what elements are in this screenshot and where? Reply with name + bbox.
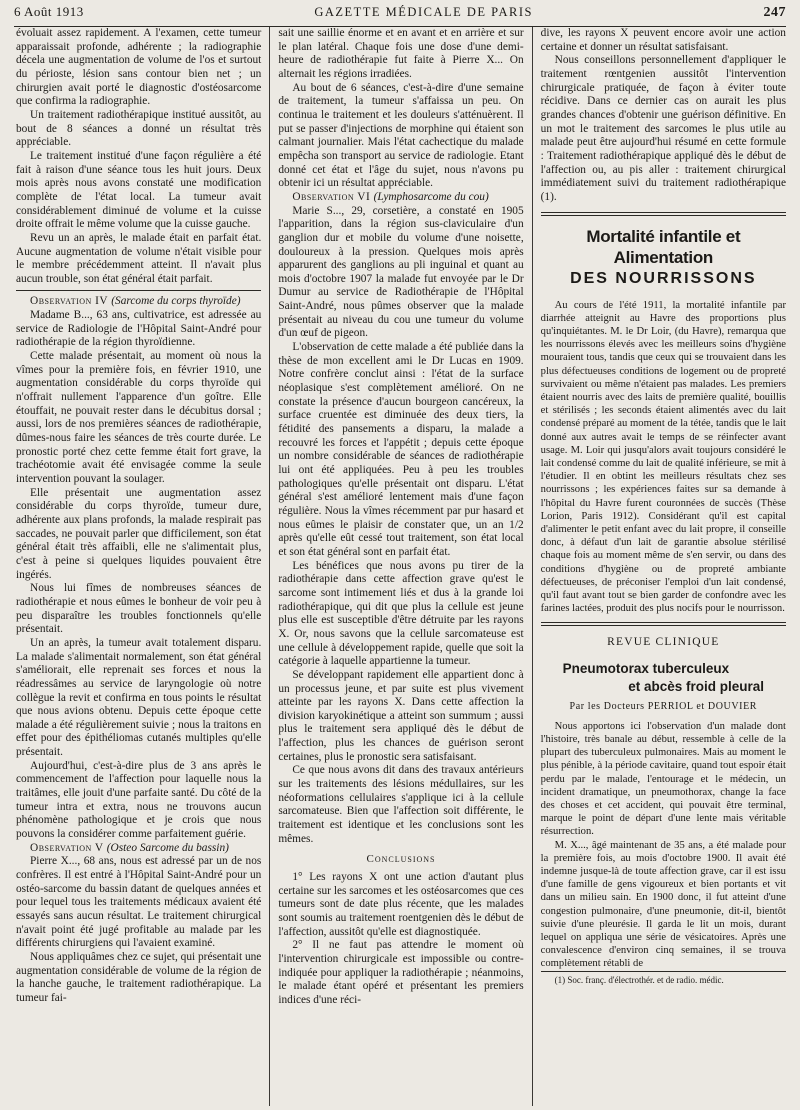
paragraph: Madame B..., 63 ans, cultivatrice, est adressée au service de Radiologie de l'Hôpital Saint-André pour radiothérapie de la région thyroïdienne. (16, 309, 262, 349)
observation-label: Observation VI (292, 190, 371, 203)
column-middle (269, 27, 531, 1106)
paragraph: Au cours de l'été 1911, la mortalité infantile par diarrhée atteignit au Havre des proportions plus qu'inquiétantes. M. le Dr Loir, (du Havre), remarqua que les nourrissons élevés avec les meilleurs soins d'hygiène mouraient tous, tandis que ceux qui se trouvaient dans les plus défectueuses conditions de logement ou de propreté survivaient ou même n'étaient pas malades. Les premiers étaient nourris avec des laits de première qualité, bouillis et stérilisés ; les seconds étaient alimentés avec du lait condensé préparé au moment de la tétée, tandis que le lait donné aux autres avait le temps de se réinfecter avant usage. M. Loir qui jusqu'alors avait toujours considéré le lait condensé comme du lait de qualité inférieure, se mit à l'étudier. Il en obtint les meilleurs résultats chez ses nourrissons ; les expériences faites sur sa demande à l'hôpital du Havre furent couronnées de succès (Thèse Lorion, Paris 1912). Considérant qu'il est capital d'alimenter le petit enfant avec du lait propre, il conseille donc, à défaut d'un lait de garantie absolue stérilisé chaque fois au moment même de s'en servir, ou dans des conditions d'hygiène ou de propreté ambiante défectueuses, de préconiser l'emploi d'un lait condensé, qu'il faut avant tout se bien garder de confondre avec les farines lactées, produit des plus nocifs pour le nourrisson. (540, 299, 786, 615)
paragraph: Pierre X..., 68 ans, nous est adressé par un de nos confrères. Il est entré à l'Hôpital Saint-André pour un ostéo-sarcome du bassin datant de quelques années et pour lequel tous les traitements médicaux avaient été essayés sans aucun résultat. Le traitement chirurgical n'avait point été jugé profitable au malade par les différents chirurgiens qui l'avaient examiné. (16, 855, 262, 950)
paragraph: 1° Les rayons X ont une action d'autant plus certaine sur les sarcomes et les ostéosarcomes que ces tumeurs sont de date plus récente, que les malades sont soumis au traitement roentgenien dès le début de l'affection, aussitôt qu'elle est diagnostiquée. (278, 871, 524, 938)
section-divider (541, 212, 786, 216)
paragraph: Nous conseillons personnellement d'appliquer le traitement rœntgenien aussitôt l'intervention chirurgicale pratiquée, de façon à éviter toute récidive. Dans ce dernier cas on aurait les plus grandes chances d'obtenir une guérison définitive. En un mot le traitement des sarcomes le plus utile au malade peut être aujourd'hui résumé en cette formule : Traitement radiothérapique appliqué dès le début de l'affection ou, au pis aller : traitement chirurgical immédiatement suivi du traitement radiothérapique (1). (540, 54, 786, 203)
article-title-mortalite (541, 226, 786, 289)
column-right (532, 27, 786, 1106)
paragraph: Marie S..., 29, corsetière, a constaté en 1905 l'apparition, dans la région sus-claviculaire d'un ganglion dur et mobile du volume d'une noisette, douloureux à la pression. Quelques mois après apparurent des ganglions au pli inguinal et quant au mois d'octobre 1907 la malade fut envoyée par le Dr Dumur au service de Radiothérapie de l'Hôpital Saint-André, nous pûmes observer que la malade présentait au niveau du cou une tumeur du volume d'un œuf de pigeon. (278, 204, 524, 340)
paragraph: Le traitement institué d'une façon régulière a été fait à raison d'une séance tous les huit jours. Deux mois après nous avons constaté une modification complète de l'état local. La tumeur avait considérablement diminué de volume et la cuisse droite offrait le même volume que la cuisse gauche. (16, 149, 262, 231)
article-title-line-2: et abcès froid pleural (628, 679, 764, 695)
paragraph: Se développant rapidement elle appartient donc à un processus jeune, et par suite est plus vivement atteinte par les rayons X. Dans cette affection la division karyokinétique a atteint son summum ; aussi plus le traitement sera appliqué dès le début de l'affection, plus les chances de guérison seront certaines, plus le pronostic sera satisfaisant. (278, 668, 524, 763)
article-title-pneumotorax (541, 660, 786, 696)
paragraph: Cette malade présentait, au moment où nous la vîmes pour la première fois, en février 1910, une augmentation considérable du corps thyroïde qui n'offrait nullement l'apparence d'un goître. Elle étouffait, ne pouvait rester dans le décubitus dorsal ; aussi, lors de nos premières séances de radiothérapie, dûmes-nous faire les séances de très courte durée. Le pronostic porté chez cette femme était fort grave, la trachéotomie avait été envisagée comme la seule intervention pouvant la soulager. (16, 350, 262, 485)
paragraph: Nous lui fîmes de nombreuses séances de radiothérapie et nous eûmes le bonheur de voir peu à peu disparaître les troubles fonctionnels qu'elle présentait. (16, 582, 262, 636)
paragraph: Nous appliquâmes chez ce sujet, qui présentait une augmentation considérable de volume de la région de la hanche gauche, le traitement radiothérapique. La tumeur fai- (16, 950, 262, 1004)
article-title-line-1: Mortalité infantile et Alimentation (586, 226, 741, 267)
paragraph: M. X..., âgé maintenant de 35 ans, a été malade pour la première fois, au mois d'octobre 1900. Il avait été indemne jusque-là de toute affection grave, car il est issu d'une famille de gens vigoureux et bien portants et vit dans un milieu sain. En 1900 donc, il fut atteint d'une congestion pulmonaire, d'une pneumonie, dit-il, bientôt suivie d'une pleurésie. Il garda le lit un mois, durant lequel on appliqua une série de vésicatoires. Après une convalescence d'environ cinq semaines, il se trouva complètement rétabli de (540, 839, 786, 970)
paragraph: 2° Il ne faut pas attendre le moment où l'intervention chirurgicale est impossible ou contre-indiquée pour appliquer la radiothérapie ; néanmoins, le malade étant opéré et présentant les premiers indices d'une réci- (278, 939, 524, 1006)
journal-title: GAZETTE MÉDICALE DE PARIS (314, 5, 533, 19)
paragraph: Les bénéfices que nous avons pu tirer de la radiothérapie dans cette affection grave qu'est le sarcome sont intimement liés et dus à la grande loi radiothérapique, qui dit que plus la cellule est jeune plus elle est susceptible d'être détruite par les rayons X. Or, nous savons que la cellule sarcomateuse est une cellule à développement rapide, quelle que soit la catégorie à laquelle appartienne la tumeur. (278, 559, 524, 668)
observation-label: Observation V (30, 841, 104, 854)
paragraph: Un traitement radiothérapique institué aussitôt, au bout de 8 séances a donné un résultat très appréciable. (16, 108, 262, 149)
article-title-line-2: DES NOURRISSONS (570, 269, 757, 287)
paragraph: évoluait assez rapidement. A l'examen, cette tumeur apparaissait profonde, adhérente ; la radiographie décela une augmentation de volume de l'os et surtout du périoste, lésion sans contour bien net ; un chirurgien avait porté le diagnostic d'ostéosarcome que confirma la radiographie. (16, 27, 262, 108)
paragraph: L'observation de cette malade a été publiée dans la thèse de mon excellent ami le Dr Lucas en 1909. Notre confrère conclut ainsi : l'état de la surface néoplasique s'est complètement amélioré. On ne constate la présence d'aucun bourgeon cancéreux, la surface cruentée est diminuée des deux tiers, la fétidité des pansements a disparu, la malade a recouvré les forces et l'appétit ; depuis cette époque un nombre considérable de séances de radiothérapie lui ont été appliquées. Peu à peu les troubles pathologiques qu'elle présentait ont disparu. L'état général s'est amélioré lentement mais d'une façon régulière. Nous la vîmes récemment par pur hasard et nous eûmes le plaisir de constater que, un an 1/2 après qu'elle eût cessé tout traitement, son état local et son état général sont en parfait état. (278, 341, 524, 558)
paragraph: dive, les rayons X peuvent encore avoir une action certaine et donner un résultat satisfaisant. (540, 27, 786, 53)
observation-subtitle: (Osteo Sarcome du bassin) (106, 841, 229, 854)
paragraph: Aujourd'hui, c'est-à-dire plus de 3 ans après le commencement de l'affection pour laquelle nous la traitâmes, elle jouit d'une parfaite santé. Du côté de la tumeur intra et extra, nous ne trouvons aucun phénomène pathologique et je crois que nous pouvons la considérer comme parfaitement guérie. (16, 759, 262, 841)
divider (16, 290, 261, 291)
paragraph: Nous apportons ici l'observation d'un malade dont l'histoire, très banale au début, ressemble à celle de la plupart des tuberculeux pulmonaires. Mais au moment le plus pénible, à la période cavitaire, quand tout espoir était perdu par le malade, l'entourage et le médecin, un incident dramatique, un pneumothorax, change la face des choses et cet accident, qui pouvait être terminal, marque le point de départ d'une lente mais véritable résurrection. (540, 720, 786, 838)
paragraph: sait une saillie énorme et en avant et en arrière et sur le plan latéral. Chaque fois une dose d'une demi-heure de radiothérapie fut faite à Pierre X... On alternait les régions irradiées. (278, 27, 524, 80)
text-columns (14, 27, 786, 1106)
paragraph: Elle présentait une augmentation assez considérable du corps thyroïde, tumeur dure, adhérente aux plans profonds, la malade respirait pas saccades, ne pouvait parler que difficilement, son état général était très affaibli, elle ne s'alimentait plus, c'est à peine si quelques liquides pouvaient être ingérés. (16, 486, 262, 581)
paragraph: Un an après, la tumeur avait totalement disparu. La malade s'alimentait normalement, son état général s'améliorait, elle reprenait ses forces et nous la réadressâmes au service de laryngologie où notre collègue la revit et confirma en tous points le résultat que nous avions obtenu. Depuis cette époque cette malade a été régulièrement suivie ; nous la traitons en effet pour des épithéliomas cutanés multiples qu'elle présentait. (16, 636, 262, 759)
running-head (14, 4, 786, 27)
paragraph: Revu un an après, le malade était en parfait état. Aucune augmentation de volume n'était visible pour le membre précédemment atteint. Il n'avait plus aucun trouble, son état général était parfait. (16, 231, 262, 285)
paragraph: Ce que nous avons dit dans des travaux antérieurs sur les traitements des lésions médullaires, sur les néoformations cellulaires s'applique ici à la cellule sarcomateuse. Bien que l'affection soit différente, le traitement est identique et les conclusions sont les mêmes. (278, 764, 524, 845)
observation-4-heading (16, 295, 261, 309)
observation-subtitle: (Sarcome du corps thyroïde) (111, 295, 241, 308)
footnote: (1) Soc. franç. d'électrothér. et de radio. médic. (541, 971, 786, 986)
section-label: REVUE CLINIQUE (607, 636, 720, 649)
byline: Par les Docteurs PERRIOL et DOUVIER (569, 701, 758, 713)
page-number: 247 (763, 5, 786, 20)
observation-6-heading (278, 191, 523, 205)
observation-subtitle: (Lymphosarcome du cou) (373, 190, 489, 203)
conclusions-heading: Conclusions (366, 853, 436, 866)
column-left (14, 27, 269, 1106)
article-title-line-1: Pneumotorax tuberculeux (562, 661, 730, 677)
observation-5-heading (16, 842, 261, 856)
paragraph: Au bout de 6 séances, c'est-à-dire d'une semaine de traitement, la tumeur s'affaissa un peu. On continua le traitement et les douleurs s'atténuèrent. Il put se passer d'injections de morphine qui étaient son calmant journalier. Mais l'état cachectique du malade empêcha son transport au service de radiologie. Etant donné cet état et l'âge du sujet, nous n'avons pu obtenir ici un résultat appréciable. (278, 81, 524, 190)
issue-date: 6 Août 1913 (14, 4, 84, 19)
section-divider (541, 622, 786, 626)
observation-label: Observation IV (30, 295, 108, 308)
spacer (541, 289, 786, 299)
